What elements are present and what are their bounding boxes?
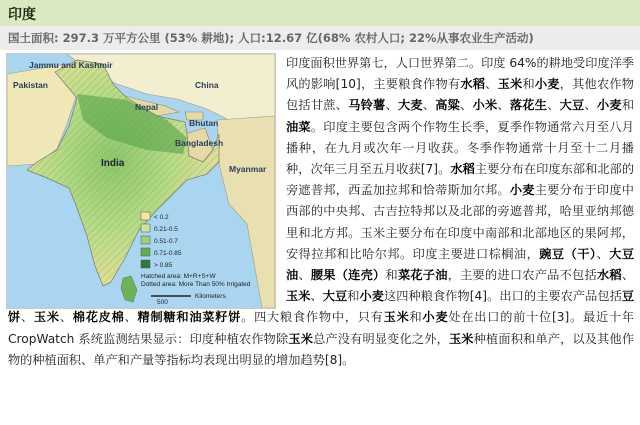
label-bangladesh: Bangladesh xyxy=(175,138,224,148)
legend-label: 0.51-0.7 xyxy=(154,238,178,245)
text-run: 处在出口的前十位[3]。最近十年 CropWatch 系统监测结果显示：印度种植农作物除 xyxy=(8,310,635,346)
crop-keyword: 大豆 xyxy=(559,98,585,113)
crop-keyword: 小麦 xyxy=(422,310,449,325)
crop-keyword: 大豆 xyxy=(322,289,348,304)
text-run: 、 xyxy=(20,310,34,325)
crop-keyword: 马铃薯 xyxy=(348,98,386,113)
crop-keyword: 水稻 xyxy=(596,268,622,283)
text-run: 总产没有明显变化之外， xyxy=(313,331,449,346)
crop-keyword: 腰果（连壳） xyxy=(310,268,386,283)
text-run: 印度面积世界第七，人口世界第二。印度 64%的耕地受印度洋季风的影响[10]，主要粮食作物有 xyxy=(286,56,634,92)
legend-swatch xyxy=(141,248,150,256)
label-kashmir: Jammu and Kashmir xyxy=(29,60,113,70)
text-run: 主要分布于印度中西部的中央邦、古吉拉特邦以及北部的旁遮普邦，哈里亚纳邦德里和北方邦。玉米主要分布在印度中南部和北部地区的果阿邦，安得拉邦和比哈尔邦。印度主要进口棕榈油， xyxy=(286,183,634,261)
crop-keyword: 玉米 xyxy=(448,331,474,346)
crop-keyword: 小米 xyxy=(472,98,498,113)
text-run: 和 xyxy=(385,268,398,283)
crop-keyword: 小麦 xyxy=(509,183,535,198)
map-legend xyxy=(141,212,251,306)
crop-keyword: 玉米 xyxy=(497,77,523,92)
text-run: 、 xyxy=(596,246,610,261)
text-run: 。四大粮食作物中，只有 xyxy=(241,310,384,325)
text-run: 主要分布在印度东部和北部的旁遮普邦，西孟加拉邦和恰蒂斯加尔邦。 xyxy=(286,162,635,198)
crop-intensity-map xyxy=(6,53,276,309)
text-run: 、 xyxy=(497,98,510,113)
legend-label: > 0.85 xyxy=(154,262,173,269)
scale-unit: Kilometers xyxy=(195,293,226,300)
legend-label: < 0.2 xyxy=(154,214,169,221)
legend-note-hatched: Hatched area: M+R+S+W xyxy=(141,273,216,280)
legend-swatch xyxy=(141,224,150,232)
crop-keyword: 小麦 xyxy=(359,289,384,304)
text-run: 、 xyxy=(310,289,323,304)
crop-keyword: 小麦 xyxy=(596,98,622,113)
text-run: 、 xyxy=(584,98,597,113)
text-run: 、 xyxy=(298,268,311,283)
text-run: 、 xyxy=(59,310,73,325)
text-run: 和 xyxy=(409,310,423,325)
crop-keyword: 玉米 xyxy=(288,331,314,346)
crop-keyword: 豆饼 xyxy=(8,289,635,325)
crop-keyword: 大麦 xyxy=(397,98,423,113)
country-stats-text: 国土面积: 297.3 万平方公里 (53% 耕地); 人口:12.67 亿(68% 农村人口; 22%从事农业生产活动) xyxy=(8,31,534,45)
section-title xyxy=(0,0,640,26)
country-title: 印度 xyxy=(8,7,36,23)
crop-keyword: 水稻 xyxy=(450,162,475,177)
label-india: India xyxy=(101,158,125,169)
crop-keyword: 豌豆（干） xyxy=(539,246,597,261)
text-run: 、 xyxy=(460,98,473,113)
text-run: 种植面积和单产，以及其他作物的种植面积、单产和产量等指标均表现出明显的增加趋势[8]。 xyxy=(8,331,635,367)
crop-keyword: 落花生 xyxy=(509,98,548,113)
legend-note-dotted: Dotted area: More Than 50% Irrigated xyxy=(141,281,251,288)
crop-keyword: 玉米 xyxy=(286,289,311,304)
label-nepal: Nepal xyxy=(135,102,159,112)
crop-keyword: 精制糖和油菜籽饼 xyxy=(137,310,242,325)
label-pakistan: Pakistan xyxy=(13,80,48,90)
crop-keyword: 玉米 xyxy=(33,310,60,325)
scale-value: 500 xyxy=(157,299,168,306)
crop-keyword: 水稻 xyxy=(460,77,486,92)
country-stats-bar xyxy=(0,26,640,50)
legend-swatch xyxy=(141,236,150,244)
legend-label: 0.71-0.85 xyxy=(154,250,182,257)
text-run: 。印度主要包含两个作物生长季，夏季作物通常六月至八月播种，在九月或次年一月收获。冬季作物通常十月至十二月播种，次年三月至五月收获[7]。 xyxy=(286,119,634,177)
crop-keyword: 油菜 xyxy=(286,119,311,134)
crop-keyword: 玉米 xyxy=(383,310,410,325)
legend-swatch xyxy=(141,260,150,268)
text-run: ，主要的进口农产品不包括 xyxy=(447,268,597,283)
text-run: ，其他农作物包括甘蔗、 xyxy=(286,77,634,113)
legend-swatch xyxy=(141,212,150,220)
text-run: 这四种粮食作物[4]。出口的主要农产品包括 xyxy=(384,289,622,304)
label-myanmar: Myanmar xyxy=(229,164,267,174)
text-run: 、 xyxy=(124,310,138,325)
crop-keyword: 高粱 xyxy=(435,98,461,113)
legend-label: 0.21-0.5 xyxy=(154,226,178,233)
text-run: 、 xyxy=(422,98,436,113)
crop-keyword: 菜花子油 xyxy=(397,268,448,283)
text-run: 、 xyxy=(621,268,634,283)
text-run: 和 xyxy=(621,98,634,113)
label-china: China xyxy=(195,80,219,90)
label-bhutan: Bhutan xyxy=(189,118,219,128)
myanmar-region xyxy=(217,116,275,308)
text-run: 和 xyxy=(347,289,360,304)
text-run: 和 xyxy=(522,77,535,92)
text-run: 、 xyxy=(547,98,560,113)
crop-keyword: 大豆油 xyxy=(286,246,635,283)
text-run: 、 xyxy=(385,98,398,113)
sri-lanka-region xyxy=(121,276,137,302)
text-run: 、 xyxy=(485,77,498,92)
crop-keyword: 小麦 xyxy=(534,77,560,92)
map-svg xyxy=(7,54,275,308)
crop-keyword: 棉花皮棉 xyxy=(72,310,125,325)
